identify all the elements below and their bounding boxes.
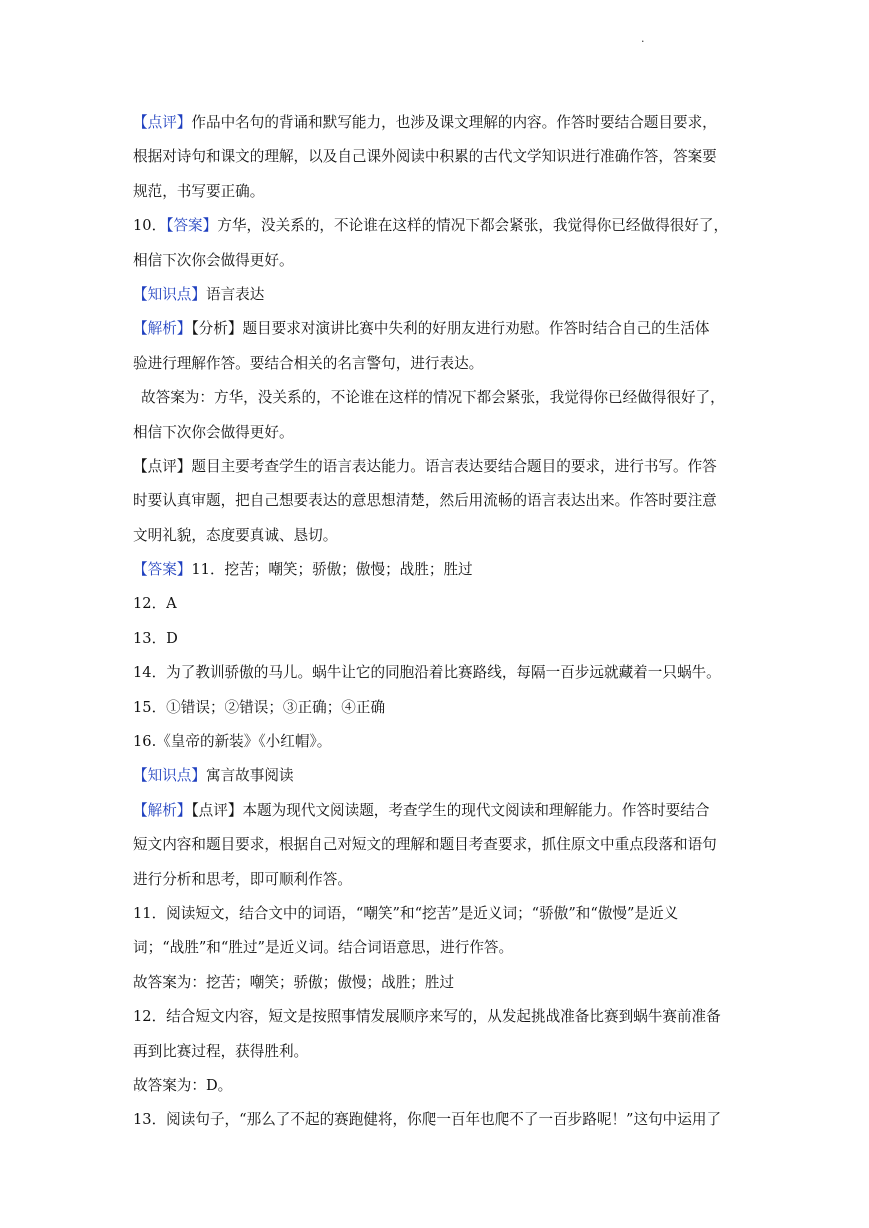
- line-text: 【分析】题目要求对演讲比赛中失利的好朋友进行劝慰。作答时结合自己的生活体: [191, 320, 710, 338]
- answers11_16-line: [133, 587, 737, 621]
- line-text: 再到比赛过程，获得胜利。: [133, 1042, 309, 1060]
- analysis11-line: [133, 1035, 737, 1069]
- line-text: 13．D: [133, 629, 178, 647]
- line-text: 相信下次你会做得更好。: [133, 423, 294, 441]
- line-text: 语言表达: [205, 285, 265, 303]
- line-text: 12．A: [133, 595, 177, 613]
- analysis11-line: [133, 794, 737, 828]
- line-text: 进行分析和思考，即可顺利作答。: [133, 870, 352, 888]
- analysis10-line: [133, 416, 737, 450]
- comment9-line: [133, 175, 737, 209]
- line-text: 时要认真审题，把自己想要表达的意思想清楚，然后用流畅的语言表达出来。作答时要注意: [133, 492, 717, 510]
- line-text: 16.《皇帝的新装》《小红帽》。: [133, 733, 332, 751]
- line-text: 14．为了教训骄傲的马儿。蜗牛让它的同胞沿着比赛路线，每隔一百步远就藏着一只蜗牛。: [133, 664, 721, 682]
- line-text: 短文内容和题目要求，根据自己对短文的理解和题目考查要求，抓住原文中重点段落和语句: [133, 836, 717, 854]
- section-tag: 【点评】: [133, 114, 192, 131]
- knowledge11-line: [133, 759, 737, 793]
- analysis11-line: [133, 828, 737, 862]
- page-mark: .: [641, 32, 645, 45]
- section-tag: 【知识点】: [133, 285, 206, 303]
- answer-analysis-text: [133, 106, 737, 1138]
- answers11_16-line: [133, 656, 737, 690]
- analysis11-line: [133, 931, 737, 965]
- line-text: 【点评】题目主要考查学生的语言表达能力。语言表达要结合题目的要求，进行书写。作答: [133, 457, 717, 475]
- answers11_16-line: [133, 691, 737, 725]
- answers11_16-line: [133, 725, 737, 759]
- section-tag: 【知识点】: [133, 767, 206, 785]
- analysis10-line: [133, 381, 737, 415]
- line-text: 11．阅读短文，结合文中的词语，“嘲笑”和“挖苦”是近义词；“骄傲”和“傲慢”是近义: [133, 904, 679, 922]
- line-text: 文明礼貌，态度要真诚、恳切。: [133, 526, 338, 544]
- line-text: 根据对诗句和课文的理解，以及自己课外阅读中积累的古代文学知识进行准确作答，答案要: [133, 148, 717, 166]
- answer10-line: [133, 209, 737, 243]
- line-text: 11．挖苦；嘲笑；骄傲；傲慢；战胜；胜过: [191, 561, 473, 579]
- analysis11-line: [133, 1069, 737, 1103]
- section-tag: 【解析】: [133, 801, 192, 819]
- analysis10-line: [133, 347, 737, 381]
- line-text: 13．阅读句子，“那么了不起的赛跑健将，你爬一百年也爬不了一百步路呢！”这句中运用了: [133, 1111, 722, 1129]
- line-text: 12．结合短文内容，短文是按照事情发展顺序来写的，从发起挑战准备比赛到蜗牛赛前准备: [133, 1008, 721, 1026]
- comment9-line: [133, 140, 737, 174]
- section-tag: 【答案】: [133, 561, 192, 579]
- comment9-line: [133, 106, 737, 140]
- answer10-line: [133, 244, 737, 278]
- comment10-line: [133, 484, 737, 518]
- line-text: 故答案为：D。: [133, 1076, 233, 1094]
- analysis11-line: [133, 1103, 737, 1137]
- line-text: 词；“战胜”和“胜过”是近义词。结合词语意思，进行作答。: [133, 939, 514, 957]
- line-text: 规范，书写要正确。: [133, 182, 265, 200]
- knowledge10-line: [133, 278, 737, 312]
- section-tag: 【解析】: [133, 320, 192, 338]
- line-text: 故答案为：挖苦；嘲笑；骄傲；傲慢；战胜；胜过: [133, 973, 455, 991]
- answers11_16-line: [133, 553, 737, 587]
- analysis11-line: [133, 1000, 737, 1034]
- section-tag: 【答案】: [166, 217, 218, 235]
- line-text: 15．①错误；②错误；③正确；④正确: [133, 698, 386, 716]
- comment10-line: [133, 450, 737, 484]
- line-text: 作品中名句的背诵和默写能力，也涉及课文理解的内容。作答时要结合题目要求，: [191, 114, 717, 131]
- line-text: 寓言故事阅读: [205, 767, 294, 785]
- line-text: 【点评】本题为现代文阅读题，考查学生的现代文阅读和理解能力。作答时要结合: [191, 801, 710, 819]
- analysis11-line: [133, 863, 737, 897]
- line-text: 相信下次你会做得更好。: [133, 251, 294, 269]
- line-text: 验进行理解作答。要结合相关的名言警句，进行表达。: [133, 354, 484, 372]
- comment10-line: [133, 519, 737, 553]
- analysis10-line: [133, 312, 737, 346]
- question-number: 10．: [133, 217, 167, 235]
- line-text: 故答案为：方华，没关系的，不论谁在这样的情况下都会紧张，我觉得你已经做得很好了，: [141, 389, 725, 407]
- analysis11-line: [133, 966, 737, 1000]
- analysis11-line: [133, 897, 737, 931]
- answers11_16-line: [133, 622, 737, 656]
- line-text: 方华，没关系的，不论谁在这样的情况下都会紧张，我觉得你已经做得很好了，: [217, 217, 729, 235]
